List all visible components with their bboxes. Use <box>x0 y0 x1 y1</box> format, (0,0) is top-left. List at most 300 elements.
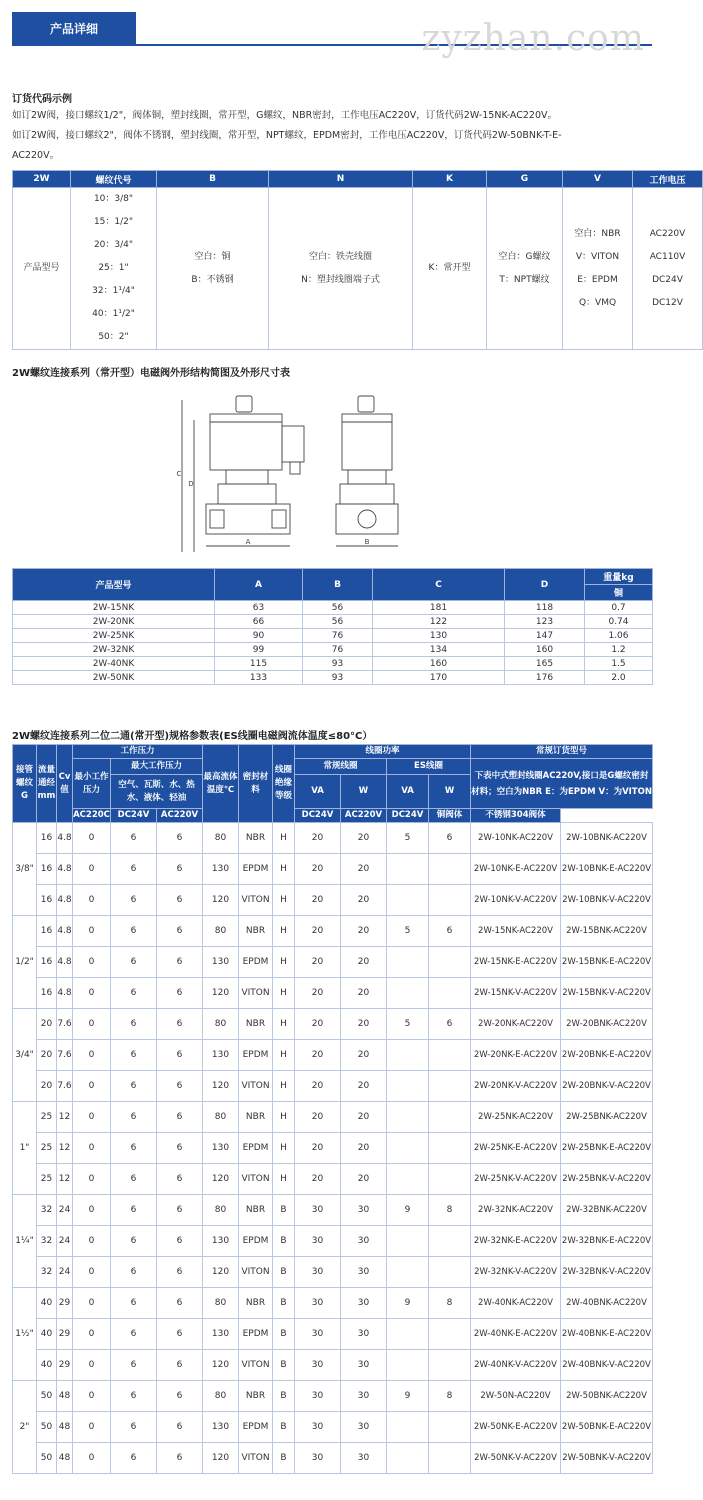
order-model-cell: 2W-32BNK-E-AC220V <box>561 1226 653 1257</box>
spec-cell: 30 <box>341 1412 387 1443</box>
spec-cell: 6 <box>157 823 203 854</box>
spec-header-cell: AC220V <box>157 809 203 823</box>
spec-row <box>13 1412 653 1443</box>
spec-cell <box>387 1133 429 1164</box>
dims-cell: 2W-25NK <box>13 629 215 643</box>
pipe-size-cell: 1¼" <box>13 1195 37 1288</box>
order-model-cell: 2W-15NK-V-AC220V <box>471 978 561 1009</box>
order-model-cell: 2W-15NK-E-AC220V <box>471 947 561 978</box>
spec-cell: 6 <box>157 916 203 947</box>
spec-cell: 6 <box>111 1288 157 1319</box>
spec-cell: 0 <box>73 1102 111 1133</box>
dims-cell: 63 <box>215 601 303 615</box>
order-model-cell: 2W-25BNK-AC220V <box>561 1102 653 1133</box>
spec-cell: 4.8 <box>57 947 73 978</box>
spec-cell: 130 <box>203 947 239 978</box>
spec-cell: 0 <box>73 1412 111 1443</box>
spec-cell: 0 <box>73 1257 111 1288</box>
spec-cell: 20 <box>341 854 387 885</box>
spec-cell: 20 <box>341 1071 387 1102</box>
pipe-size-cell: 2" <box>13 1381 37 1474</box>
spec-cell: NBR <box>239 1288 273 1319</box>
spec-cell: 50 <box>37 1412 57 1443</box>
spec-header-cell: 铜阀体 <box>429 809 471 823</box>
spec-cell: 8 <box>429 1195 471 1226</box>
order-model-cell: 2W-20NK-E-AC220V <box>471 1040 561 1071</box>
spec-cell: 16 <box>37 916 57 947</box>
spec-cell: 6 <box>429 823 471 854</box>
order-code-table <box>12 170 703 350</box>
spec-cell: 8 <box>429 1288 471 1319</box>
spec-cell: 0 <box>73 1226 111 1257</box>
spec-cell: 6 <box>111 1443 157 1474</box>
nut-right <box>358 396 374 412</box>
thread-code-item: 32：1¹/4" <box>92 286 135 296</box>
spec-cell: 20 <box>295 1071 341 1102</box>
spec-table-title: 2W螺纹连接系列二位二通(常开型)规格参数表(ES线圈电磁阀流体温度≤80°C） <box>12 731 373 742</box>
spec-cell: 48 <box>57 1381 73 1412</box>
spec-cell <box>387 947 429 978</box>
spec-cell: 4.8 <box>57 823 73 854</box>
spec-header-cell: AC220C <box>73 809 111 823</box>
spec-cell: 6 <box>157 1226 203 1257</box>
spec-cell: 6 <box>157 1071 203 1102</box>
spec-cell: 20 <box>341 1102 387 1133</box>
spec-cell <box>429 1102 471 1133</box>
dims-cell: 122 <box>373 615 505 629</box>
spec-cell: 29 <box>57 1350 73 1381</box>
spec-header-cell: VA <box>295 775 341 809</box>
dims-cell: 93 <box>303 657 373 671</box>
spec-cell: 130 <box>203 1226 239 1257</box>
spec-cell: 20 <box>295 1102 341 1133</box>
spec-cell: EPDM <box>239 1319 273 1350</box>
dimension-table <box>12 568 653 685</box>
spec-header-row <box>13 759 653 775</box>
spec-cell: H <box>273 1164 295 1195</box>
spec-header-cell: 工作压力 <box>73 745 203 759</box>
spec-cell: 6 <box>111 823 157 854</box>
thread-type-option: T：NPT螺纹 <box>499 274 550 285</box>
order-header-cell: V <box>563 171 633 188</box>
order-model-cell: 2W-25NK-V-AC220V <box>471 1164 561 1195</box>
spec-cell: 20 <box>295 854 341 885</box>
spec-cell: VITON <box>239 1443 273 1474</box>
dims-row <box>13 643 653 657</box>
spec-cell: 25 <box>37 1133 57 1164</box>
spec-cell: H <box>273 823 295 854</box>
order-example-line: AC220V。 <box>12 150 60 161</box>
spec-cell: B <box>273 1319 295 1350</box>
spec-row <box>13 916 653 947</box>
order-header-cell: N <box>269 171 413 188</box>
spec-cell <box>429 1164 471 1195</box>
spec-cell: 16 <box>37 823 57 854</box>
order-example-text <box>12 106 654 166</box>
order-model-cell: 2W-25NK-AC220V <box>471 1102 561 1133</box>
spec-cell: NBR <box>239 1381 273 1412</box>
spec-cell: 12 <box>57 1164 73 1195</box>
order-model-cell: 2W-20BNK-AC220V <box>561 1009 653 1040</box>
voltage-option: AC110V <box>649 251 686 262</box>
seal-option: Q：VMQ <box>578 297 617 308</box>
spec-row <box>13 885 653 916</box>
spec-cell: 24 <box>57 1226 73 1257</box>
spec-header-cell: 线圈功率 <box>295 745 471 759</box>
spec-row <box>13 947 653 978</box>
spec-header-cell: DC24V <box>295 809 341 823</box>
label-a: A <box>245 538 251 546</box>
port-right <box>358 510 376 528</box>
spec-cell: 16 <box>37 947 57 978</box>
spec-cell: 16 <box>37 978 57 1009</box>
bonnet-left <box>218 484 276 504</box>
spec-row <box>13 978 653 1009</box>
spec-cell: EPDM <box>239 947 273 978</box>
bonnet-right <box>340 484 394 504</box>
spec-cell: 6 <box>157 1195 203 1226</box>
spec-cell: 0 <box>73 916 111 947</box>
spec-cell: NBR <box>239 916 273 947</box>
spec-header-cell: AC220V <box>341 809 387 823</box>
spec-row <box>13 1226 653 1257</box>
spec-header-cell: Cv值 <box>57 745 73 823</box>
label-b: B <box>364 538 370 546</box>
spec-cell: 0 <box>73 1443 111 1474</box>
spec-cell: 7.6 <box>57 1040 73 1071</box>
dims-cell: 0.7 <box>585 601 653 615</box>
order-model-cell: 2W-50BNK-V-AC220V <box>561 1443 653 1474</box>
pipe-size-cell: 1½" <box>13 1288 37 1381</box>
spec-cell: 32 <box>37 1257 57 1288</box>
seal-option: V：VITON <box>575 251 620 262</box>
spec-cell: 12 <box>57 1102 73 1133</box>
spec-cell: 6 <box>157 1102 203 1133</box>
spec-cell: 20 <box>341 947 387 978</box>
order-model-cell: 2W-10NK-V-AC220V <box>471 885 561 916</box>
spec-cell: 48 <box>57 1443 73 1474</box>
order-model-cell: 2W-40NK-E-AC220V <box>471 1319 561 1350</box>
order-model-cell: 2W-40NK-AC220V <box>471 1288 561 1319</box>
spec-cell: 0 <box>73 1195 111 1226</box>
spec-cell: 0 <box>73 1288 111 1319</box>
order-table-row <box>13 188 703 350</box>
spec-cell: VITON <box>239 1164 273 1195</box>
row-label: 产品型号 <box>13 188 71 350</box>
spec-cell: 0 <box>73 885 111 916</box>
order-model-cell: 2W-15BNK-AC220V <box>561 916 653 947</box>
thread-code-item: 15：1/2" <box>93 217 134 227</box>
spec-cell: 30 <box>295 1381 341 1412</box>
dims-header-cell: 产品型号 <box>13 569 215 601</box>
dims-cell: 90 <box>215 629 303 643</box>
thread-code-item: 25：1" <box>98 263 129 273</box>
voltage-option: DC24V <box>652 274 683 285</box>
spec-cell: 80 <box>203 1009 239 1040</box>
connector-left <box>282 426 304 462</box>
spec-cell: 30 <box>341 1319 387 1350</box>
spec-cell: 6 <box>111 885 157 916</box>
dims-cell: 0.74 <box>585 615 653 629</box>
spec-cell: EPDM <box>239 1040 273 1071</box>
spec-cell <box>387 1257 429 1288</box>
order-model-cell: 2W-50NK-V-AC220V <box>471 1443 561 1474</box>
spec-row <box>13 1009 653 1040</box>
label-d: D <box>188 480 194 488</box>
dims-cell: 147 <box>505 629 585 643</box>
spec-cell: 30 <box>295 1288 341 1319</box>
spec-cell <box>387 1071 429 1102</box>
spec-cell: 30 <box>295 1226 341 1257</box>
spec-cell <box>387 1350 429 1381</box>
spec-cell: 6 <box>157 854 203 885</box>
spec-cell: 30 <box>341 1195 387 1226</box>
spec-cell: 120 <box>203 1257 239 1288</box>
nut-left <box>236 396 252 412</box>
pipe-size-cell: 1" <box>13 1102 37 1195</box>
spec-cell: 32 <box>37 1226 57 1257</box>
dims-cell: 123 <box>505 615 585 629</box>
spec-cell: 6 <box>111 854 157 885</box>
spec-cell: 4.8 <box>57 916 73 947</box>
spec-cell: 80 <box>203 823 239 854</box>
order-model-cell: 2W-50N-AC220V <box>471 1381 561 1412</box>
spec-cell: 24 <box>57 1257 73 1288</box>
order-table-header <box>13 171 703 188</box>
dims-header-cell: 铜 <box>585 585 653 601</box>
order-model-cell: 2W-20BNK-V-AC220V <box>561 1071 653 1102</box>
spec-cell: VITON <box>239 885 273 916</box>
stem-right <box>348 470 386 484</box>
order-model-cell: 2W-32NK-V-AC220V <box>471 1257 561 1288</box>
spec-header-cell: DC24V <box>387 809 429 823</box>
order-model-cell: 2W-10NK-AC220V <box>471 823 561 854</box>
spec-cell: 80 <box>203 1381 239 1412</box>
spec-row <box>13 1257 653 1288</box>
order-model-cell: 2W-25BNK-E-AC220V <box>561 1133 653 1164</box>
spec-cell: 0 <box>73 854 111 885</box>
spec-cell: 20 <box>295 1009 341 1040</box>
thread-code-item: 40：1¹/2" <box>92 309 135 319</box>
spec-cell: 6 <box>111 1164 157 1195</box>
spec-cell: 20 <box>295 1164 341 1195</box>
spec-cell <box>429 978 471 1009</box>
valve-body-right <box>336 504 398 534</box>
dims-cell: 56 <box>303 601 373 615</box>
dims-row <box>13 671 653 685</box>
spec-header-cell: ES线圈 <box>387 759 471 775</box>
pipe-size-cell: 3/4" <box>13 1009 37 1102</box>
dims-cell: 76 <box>303 643 373 657</box>
dims-row <box>13 657 653 671</box>
order-model-cell: 2W-32BNK-AC220V <box>561 1195 653 1226</box>
spec-cell: 20 <box>295 916 341 947</box>
dims-cell: 2W-40NK <box>13 657 215 671</box>
spec-cell: 6 <box>111 1195 157 1226</box>
spec-cell: 20 <box>37 1040 57 1071</box>
spec-cell: NBR <box>239 1102 273 1133</box>
spec-cell: B <box>273 1257 295 1288</box>
spec-cell <box>429 1040 471 1071</box>
spec-cell: 0 <box>73 1381 111 1412</box>
spec-cell: 8 <box>429 1381 471 1412</box>
spec-cell: B <box>273 1381 295 1412</box>
spec-cell: H <box>273 1040 295 1071</box>
seal-option: E：EPDM <box>577 274 618 285</box>
dims-cell: 160 <box>373 657 505 671</box>
label-c: C <box>176 470 182 478</box>
spec-cell: B <box>273 1350 295 1381</box>
spec-cell: H <box>273 947 295 978</box>
order-header-cell: K <box>413 171 487 188</box>
spec-cell: 6 <box>157 1040 203 1071</box>
spec-cell: VITON <box>239 1071 273 1102</box>
dims-row <box>13 629 653 643</box>
order-section-title: 订货代码示例 <box>12 94 72 105</box>
order-model-cell: 2W-40NK-V-AC220V <box>471 1350 561 1381</box>
spec-cell: 130 <box>203 1133 239 1164</box>
spec-cell: 0 <box>73 1319 111 1350</box>
spec-cell <box>387 1319 429 1350</box>
spec-cell: 32 <box>37 1195 57 1226</box>
spec-cell: 40 <box>37 1319 57 1350</box>
spec-cell: EPDM <box>239 854 273 885</box>
dims-cell: 93 <box>303 671 373 685</box>
dims-cell: 160 <box>505 643 585 657</box>
spec-cell: H <box>273 1102 295 1133</box>
spec-cell: 120 <box>203 1443 239 1474</box>
spec-cell: 0 <box>73 1164 111 1195</box>
dims-cell: 1.2 <box>585 643 653 657</box>
spec-header-cell: 接管螺纹G <box>13 745 37 823</box>
spec-cell: 5 <box>387 823 429 854</box>
coil-option: N：塑封线圈端子式 <box>301 274 380 285</box>
spec-cell: 25 <box>37 1164 57 1195</box>
order-model-cell: 2W-10NK-E-AC220V <box>471 854 561 885</box>
product-details-tab[interactable]: 产品详细 <box>12 12 136 44</box>
spec-cell: 6 <box>157 1443 203 1474</box>
dims-cell: 99 <box>215 643 303 657</box>
spec-cell: 9 <box>387 1288 429 1319</box>
spec-cell: 20 <box>341 916 387 947</box>
dims-cell: 2W-15NK <box>13 601 215 615</box>
dims-cell: 2W-20NK <box>13 615 215 629</box>
spec-cell: 4.8 <box>57 885 73 916</box>
dims-cell: 115 <box>215 657 303 671</box>
spec-header-cell: 线圈绝缘等级 <box>273 745 295 823</box>
spec-header-cell: 最大工作压力 <box>111 759 203 775</box>
spec-cell: 20 <box>341 978 387 1009</box>
order-model-cell: 2W-50BNK-E-AC220V <box>561 1412 653 1443</box>
spec-cell: NBR <box>239 1009 273 1040</box>
spec-cell: 16 <box>37 885 57 916</box>
dims-cell: 66 <box>215 615 303 629</box>
order-model-cell: 2W-10BNK-AC220V <box>561 823 653 854</box>
spec-cell: 30 <box>295 1443 341 1474</box>
dims-cell: 1.06 <box>585 629 653 643</box>
spec-header-cell: 空气、瓦斯、水、热水、液体、轻油 <box>111 775 203 809</box>
seal-option: 空白：NBR <box>574 228 621 239</box>
spec-cell <box>429 1133 471 1164</box>
spec-header-cell: W <box>429 775 471 809</box>
spec-cell <box>387 885 429 916</box>
spec-cell: 30 <box>295 1412 341 1443</box>
spec-header-cell: W <box>341 775 387 809</box>
order-header-cell: 工作电压 <box>633 171 703 188</box>
dims-cell: 165 <box>505 657 585 671</box>
spec-cell: 6 <box>429 1009 471 1040</box>
spec-cell: H <box>273 916 295 947</box>
dims-cell: 130 <box>373 629 505 643</box>
spec-cell: B <box>273 1226 295 1257</box>
spec-cell: 6 <box>429 916 471 947</box>
spec-header-cell: 最高流体温度℃ <box>203 745 239 823</box>
spec-cell: H <box>273 1071 295 1102</box>
spec-header-cell: VA <box>387 775 429 809</box>
dims-cell: 2.0 <box>585 671 653 685</box>
dims-header-cell: 重量kg <box>585 569 653 585</box>
spec-row <box>13 1443 653 1474</box>
stem-left <box>226 470 268 484</box>
voltage-option: DC12V <box>652 297 683 308</box>
spec-cell: 80 <box>203 1288 239 1319</box>
coil-code-cell <box>269 188 413 350</box>
spec-cell: 6 <box>111 1350 157 1381</box>
dims-header-cell: A <box>215 569 303 601</box>
order-model-cell: 2W-25BNK-V-AC220V <box>561 1164 653 1195</box>
spec-cell: 20 <box>295 947 341 978</box>
spec-header-cell: 流量通经mm <box>37 745 57 823</box>
spec-cell: 0 <box>73 947 111 978</box>
dims-cell: 2W-50NK <box>13 671 215 685</box>
spec-cell: H <box>273 1009 295 1040</box>
spec-cell: 4.8 <box>57 978 73 1009</box>
spec-cell: 6 <box>111 1319 157 1350</box>
spec-cell: 6 <box>111 1412 157 1443</box>
spec-header-cell: 下表中式塑封线圈AC220V,接口是G螺纹密封材料；空白为NBR E：为EPDM V：为VITON <box>471 759 653 809</box>
dims-cell: 56 <box>303 615 373 629</box>
spec-row <box>13 1288 653 1319</box>
spec-row <box>13 1040 653 1071</box>
order-model-cell: 2W-25NK-E-AC220V <box>471 1133 561 1164</box>
spec-cell: 6 <box>111 1133 157 1164</box>
spec-cell: 130 <box>203 1040 239 1071</box>
order-model-cell: 2W-32BNK-V-AC220V <box>561 1257 653 1288</box>
spec-cell: 130 <box>203 854 239 885</box>
pipe-size-cell: 3/8" <box>13 823 37 916</box>
spec-cell: 6 <box>111 1009 157 1040</box>
coil-option: 空白：铁壳线圈 <box>308 251 372 262</box>
spec-cell: NBR <box>239 1195 273 1226</box>
order-header-cell: 螺纹代号 <box>71 171 157 188</box>
spec-cell <box>387 1443 429 1474</box>
order-model-cell: 2W-15BNK-E-AC220V <box>561 947 653 978</box>
spec-cell <box>429 1226 471 1257</box>
spec-header-row <box>13 745 653 759</box>
spec-cell: B <box>273 1412 295 1443</box>
spec-cell: 16 <box>37 854 57 885</box>
order-model-cell: 2W-10BNK-E-AC220V <box>561 854 653 885</box>
spec-cell: 5 <box>387 916 429 947</box>
spec-cell <box>387 978 429 1009</box>
spec-cell: B <box>273 1195 295 1226</box>
spec-cell: 20 <box>341 1164 387 1195</box>
spec-cell: 0 <box>73 1071 111 1102</box>
spec-header-cell: 不锈钢304阀体 <box>471 809 561 823</box>
spec-cell: 20 <box>341 823 387 854</box>
dims-header-cell: D <box>505 569 585 601</box>
spec-cell: 5 <box>387 1009 429 1040</box>
